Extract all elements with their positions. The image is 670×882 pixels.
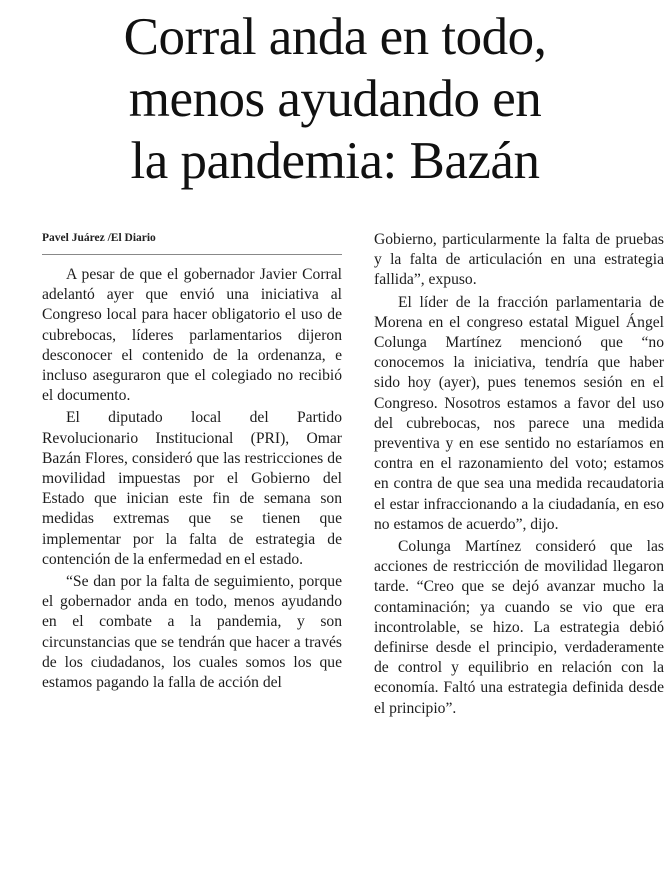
paragraph: El diputado local del Partido Revolucionario Institucional (PRI), Omar Bazán Flores, consideró que las restricciones de movilidad impuestas por el Gobierno del Estado que inician este fin de semana son medidas extremas que se tienen que implementar por la falta de estrategia de contención de la enfermedad en el estado. — [42, 409, 342, 568]
headline-line-3: la pandemia: Bazán — [130, 132, 540, 190]
headline — [0, 6, 670, 192]
headline-line-1: Corral anda en todo, — [123, 8, 547, 66]
paragraph: El líder de la fracción parlamentaria de Morena en el congreso estatal Miguel Ángel Colunga Martínez mencionó que “no conocemos la iniciativa, tendría que haber sido hoy (ayer), pues tenemos sesión en el Congreso. Nosotros estamos a favor del uso del cubrebocas, nos parece una medida preventiva y en ese sentido no estaríamos en contra en el razonamiento del voto; estamos en contra de que sea una medida recaudatoria el estar infraccionando a la ciudadanía, en eso no estamos de acuerdo”, dijo. — [374, 293, 664, 533]
paragraph: Colunga Martínez consideró que las acciones de restricción de movilidad llegaron tarde. “Creo que se dejó avanzar mucho la contaminación; ya cuando se vio que era incontrolable, se hizo. La estrategia debió definirse desde el principio, verdaderamente de control y equilibrio en relación con la economía. Faltó una estrategia definida desde el principio”. — [374, 538, 664, 717]
right-column — [374, 230, 664, 719]
byline: Pavel Juárez /El Diario — [42, 232, 342, 255]
left-column — [42, 232, 342, 693]
headline-line-2: menos ayudando en — [128, 70, 542, 128]
paragraph-continued: Gobierno, particularmente la falta de pruebas y la falta de articulación en una estrategia fallida”, expuso. — [374, 231, 664, 289]
paragraph: A pesar de que el gobernador Javier Corral adelantó ayer que envió una iniciativa al Congreso local para hacer obligatorio el uso de cubrebocas, líderes parlamentarios dijeron desconocer el contenido de la ordenanza, e incluso aseguraron que el colegiado no recibió el documento. — [42, 266, 342, 405]
paragraph: “Se dan por la falta de seguimiento, porque el gobernador anda en todo, menos ayudando en el combate a la pandemia, y son circunstancias que se tendrán que hacer a través de los ciudadanos, los cuales somos los que estamos pagando la falla de acción del — [42, 573, 342, 692]
